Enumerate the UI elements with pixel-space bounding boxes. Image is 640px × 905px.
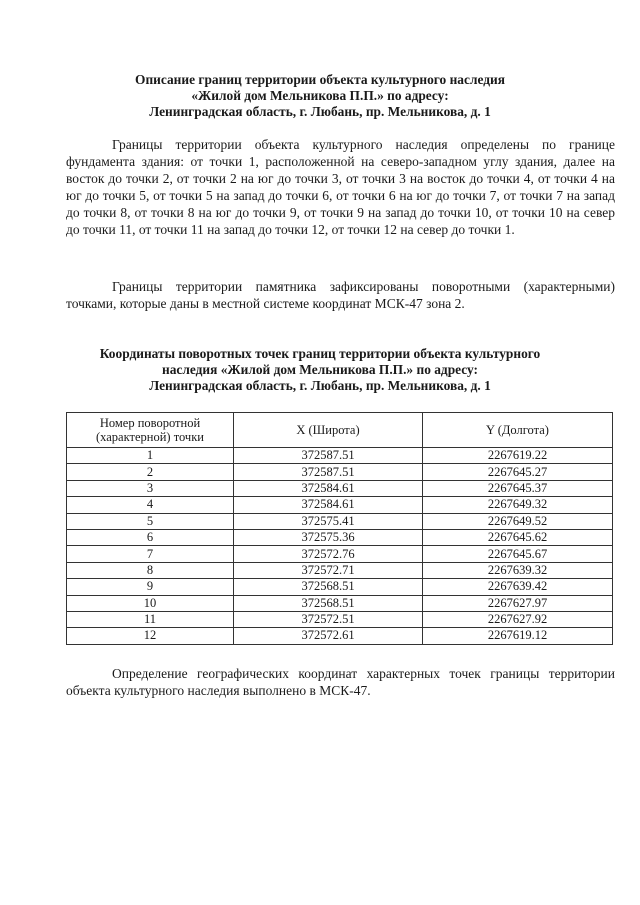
point-number-cell: 7 bbox=[67, 546, 234, 562]
y-coordinate-cell: 2267645.37 bbox=[423, 480, 613, 496]
header-point-line: Номер поворотной bbox=[99, 416, 201, 430]
document-title bbox=[60, 72, 580, 120]
title-line: Описание границ территории объекта культурного наследия bbox=[135, 72, 505, 87]
x-coordinate-cell: 372575.36 bbox=[234, 529, 423, 545]
y-coordinate-cell: 2267639.42 bbox=[423, 579, 613, 595]
table-row bbox=[67, 513, 613, 529]
header-y-longitude: Y (Долгота) bbox=[423, 413, 613, 448]
point-number-cell: 3 bbox=[67, 480, 234, 496]
table-row bbox=[67, 497, 613, 513]
table-title-line: Ленинградская область, г. Любань, пр. Мельникова, д. 1 bbox=[149, 378, 491, 393]
point-number-cell: 2 bbox=[67, 464, 234, 480]
y-coordinate-cell: 2267645.27 bbox=[423, 464, 613, 480]
point-number-cell: 4 bbox=[67, 497, 234, 513]
point-number-cell: 11 bbox=[67, 611, 234, 627]
point-number-cell: 1 bbox=[67, 448, 234, 464]
table-title bbox=[60, 346, 580, 394]
table-row bbox=[67, 579, 613, 595]
table-row bbox=[67, 595, 613, 611]
header-x-latitude: X (Широта) bbox=[234, 413, 423, 448]
table-body bbox=[67, 448, 613, 645]
coordinates-table bbox=[66, 412, 613, 645]
x-coordinate-cell: 372584.61 bbox=[234, 480, 423, 496]
y-coordinate-cell: 2267627.92 bbox=[423, 611, 613, 627]
x-coordinate-cell: 372568.51 bbox=[234, 579, 423, 595]
footer-paragraph: Определение географических координат характерных точек границы территории объекта культурного наследия выполнено в МСК-47. bbox=[66, 666, 615, 698]
y-coordinate-cell: 2267645.62 bbox=[423, 529, 613, 545]
x-coordinate-cell: 372568.51 bbox=[234, 595, 423, 611]
table-title-line: Координаты поворотных точек границ территории объекта культурного bbox=[99, 346, 541, 361]
y-coordinate-cell: 2267649.52 bbox=[423, 513, 613, 529]
table-row bbox=[67, 546, 613, 562]
table-row bbox=[67, 611, 613, 627]
table-row bbox=[67, 529, 613, 545]
points-fixed-paragraph: Границы территории памятника зафиксированы поворотными (характерными) точками, которые даны в местной системе координат МСК-47 зона 2. bbox=[66, 279, 615, 311]
point-number-cell: 12 bbox=[67, 628, 234, 644]
table-title-line: наследия «Жилой дом Мельникова П.П.» по адресу: bbox=[161, 362, 479, 377]
table-row bbox=[67, 464, 613, 480]
x-coordinate-cell: 372572.76 bbox=[234, 546, 423, 562]
table-row bbox=[67, 562, 613, 578]
table-row bbox=[67, 448, 613, 464]
x-coordinate-cell: 372575.41 bbox=[234, 513, 423, 529]
table-row bbox=[67, 628, 613, 644]
table-header-row bbox=[67, 413, 613, 448]
title-line: Ленинградская область, г. Любань, пр. Мельникова, д. 1 bbox=[149, 104, 491, 119]
y-coordinate-cell: 2267619.22 bbox=[423, 448, 613, 464]
y-coordinate-cell: 2267639.32 bbox=[423, 562, 613, 578]
y-coordinate-cell: 2267619.12 bbox=[423, 628, 613, 644]
x-coordinate-cell: 372572.71 bbox=[234, 562, 423, 578]
header-point-number bbox=[67, 413, 234, 448]
point-number-cell: 6 bbox=[67, 529, 234, 545]
point-number-cell: 9 bbox=[67, 579, 234, 595]
header-point-line: (характерной) точки bbox=[96, 430, 204, 444]
point-number-cell: 10 bbox=[67, 595, 234, 611]
x-coordinate-cell: 372584.61 bbox=[234, 497, 423, 513]
x-coordinate-cell: 372572.51 bbox=[234, 611, 423, 627]
table-row bbox=[67, 480, 613, 496]
title-line: «Жилой дом Мельникова П.П.» по адресу: bbox=[191, 88, 449, 103]
point-number-cell: 5 bbox=[67, 513, 234, 529]
y-coordinate-cell: 2267645.67 bbox=[423, 546, 613, 562]
boundary-description-paragraph: Границы территории объекта культурного наследия определены по границе фундамента здания: от точки 1, расположенной на северо-западном углу здания, далее на восток до точки 2, от точки 2 на юг до точки 3, от точки 3 на восток до точки 4, от точки 4 на юг до точки 5, от точки 5 на запад до точки 6, от точки 6 на юг до точки 7, от точки 7 на запад до точки 8, от точки 8 на юг до точки 9, от точки 9 на запад до точки 10, от точки 10 на север до точки 11, от точки 11 на запад до точки 12, от точки 12 на север до точки 1. bbox=[66, 137, 615, 237]
y-coordinate-cell: 2267627.97 bbox=[423, 595, 613, 611]
point-number-cell: 8 bbox=[67, 562, 234, 578]
x-coordinate-cell: 372587.51 bbox=[234, 464, 423, 480]
y-coordinate-cell: 2267649.32 bbox=[423, 497, 613, 513]
x-coordinate-cell: 372572.61 bbox=[234, 628, 423, 644]
x-coordinate-cell: 372587.51 bbox=[234, 448, 423, 464]
